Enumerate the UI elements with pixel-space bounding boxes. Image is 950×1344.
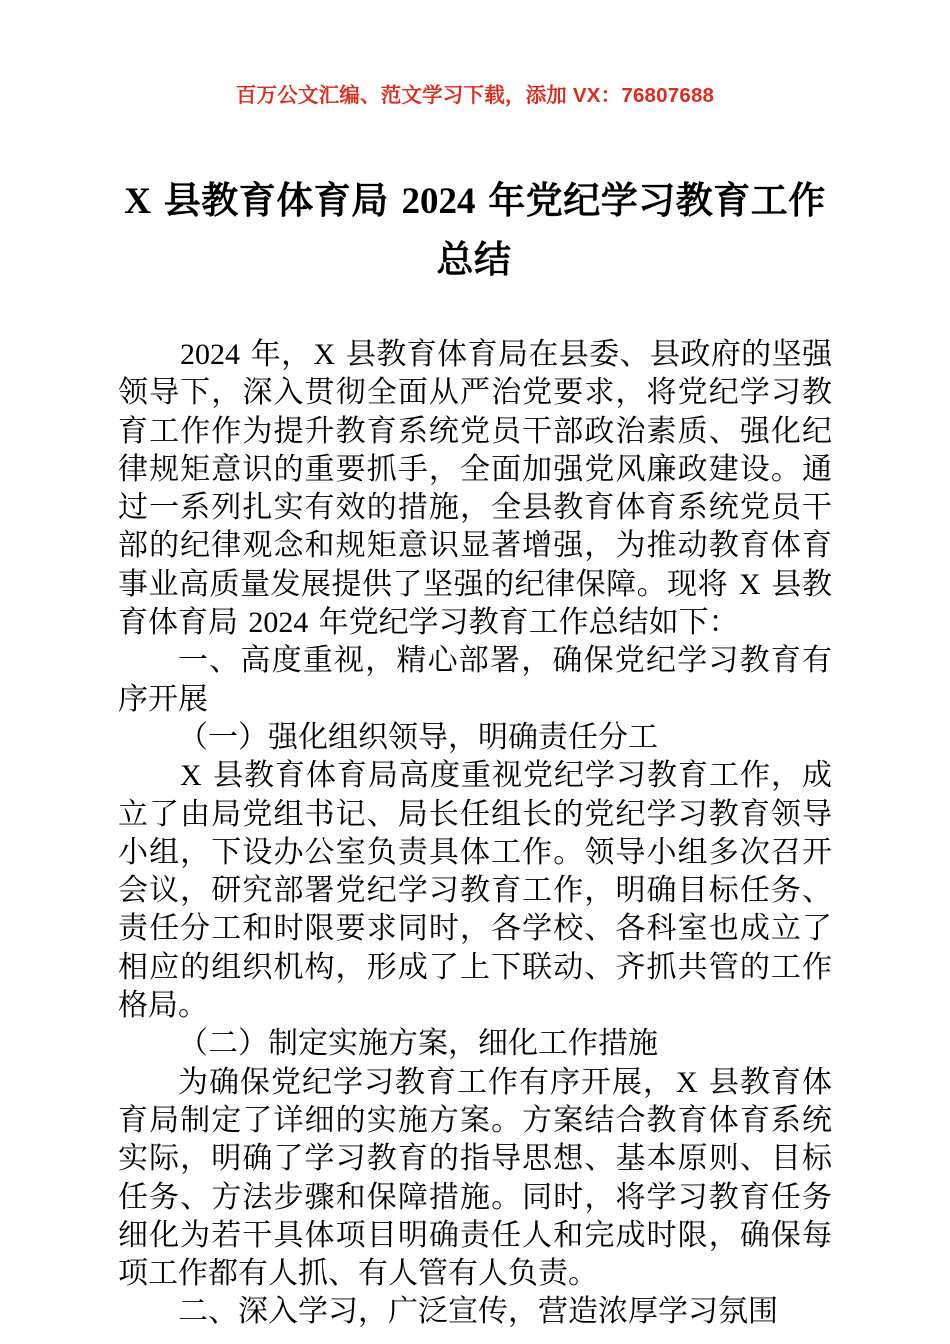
- cjk-run: （一）强化组织领导，明确责任分工: [178, 720, 658, 754]
- cjk-run: 年党纪学习教育工作总结如下：: [310, 606, 739, 640]
- latin-run: X: [738, 567, 761, 601]
- intro-paragraph: [118, 336, 832, 642]
- cjk-run: 县教育体育局制定了详细的实施方案。方案结合教育体育系统实际，明确了学习教育的指导思想、基本原则、目标任务、方法步骤和保障措施。同时，将学习教育任务细化为若干具体项目明确责任人和完成时限，确保每项工作都有人抓、有人管有人负责。: [118, 1065, 833, 1291]
- document-title: [118, 172, 830, 289]
- latin-run: 2024: [248, 606, 309, 640]
- cjk-run: 县教育体育局: [118, 567, 832, 640]
- document-body: [118, 336, 832, 1332]
- latin-run: X: [313, 338, 336, 371]
- cjk-run: 二、深入学习，广泛宣传，营造浓厚学习氛围: [178, 1295, 778, 1329]
- cjk-run: 县教育体育局: [152, 180, 400, 221]
- latin-run: X: [180, 759, 202, 793]
- cjk-run: 县教育体育局在县委、县政府的坚强领导下，深入贯彻全面从严治党要求，将党纪学习教育工作作为提升教育系统党员干部政治素质、强化纪律规矩意识的重要抓手，全面加强党风廉政建设。通过一系列扎实有效的措施，全县教育体育系统党员干部的纪律观念和规矩意识显著增强，为推动教育体育事业高质量发展提供了坚强的纪律保障。现将: [118, 338, 832, 601]
- latin-run: 2024: [401, 181, 476, 222]
- latin-run: X: [676, 1065, 698, 1099]
- promo-text: 百万公文汇编、范文学习下载，添加 VX：76807688: [235, 84, 715, 107]
- heading-section-one: [118, 642, 832, 719]
- paragraph-one-two: [118, 1064, 832, 1294]
- document-title-text: [122, 180, 826, 280]
- heading-section-two: [118, 1293, 832, 1331]
- cjk-run: （二）制定实施方案，细化工作措施: [178, 1027, 658, 1061]
- heading-subsection-one-one: [118, 719, 832, 757]
- cjk-run: 县教育体育局高度重视党纪学习教育工作，成立了由局党组书记、局长任组长的党纪学习教育领导小组，下设办公室负责具体工作。领导小组多次召开会议，研究部署党纪学习教育工作，明确目标任务、责任分工和时限要求同时，各学校、各科室也成立了相应的组织机构，形成了上下联动、齐抓共管的工作格局。: [118, 759, 832, 1023]
- cjk-run: 为确保党纪学习教育工作有序开展，: [178, 1065, 674, 1099]
- cjk-run: 年党纪学习教育工作总结: [436, 180, 826, 280]
- latin-run: 2024: [180, 338, 240, 371]
- latin-run: X: [124, 181, 151, 222]
- heading-subsection-one-two: [118, 1025, 832, 1063]
- promo-banner: [0, 78, 950, 108]
- cjk-run: 年，: [242, 338, 312, 371]
- cjk-run: 一、高度重视，精心部署，确保党纪学习教育有序开展: [118, 644, 832, 716]
- paragraph-one-one: [118, 757, 832, 1025]
